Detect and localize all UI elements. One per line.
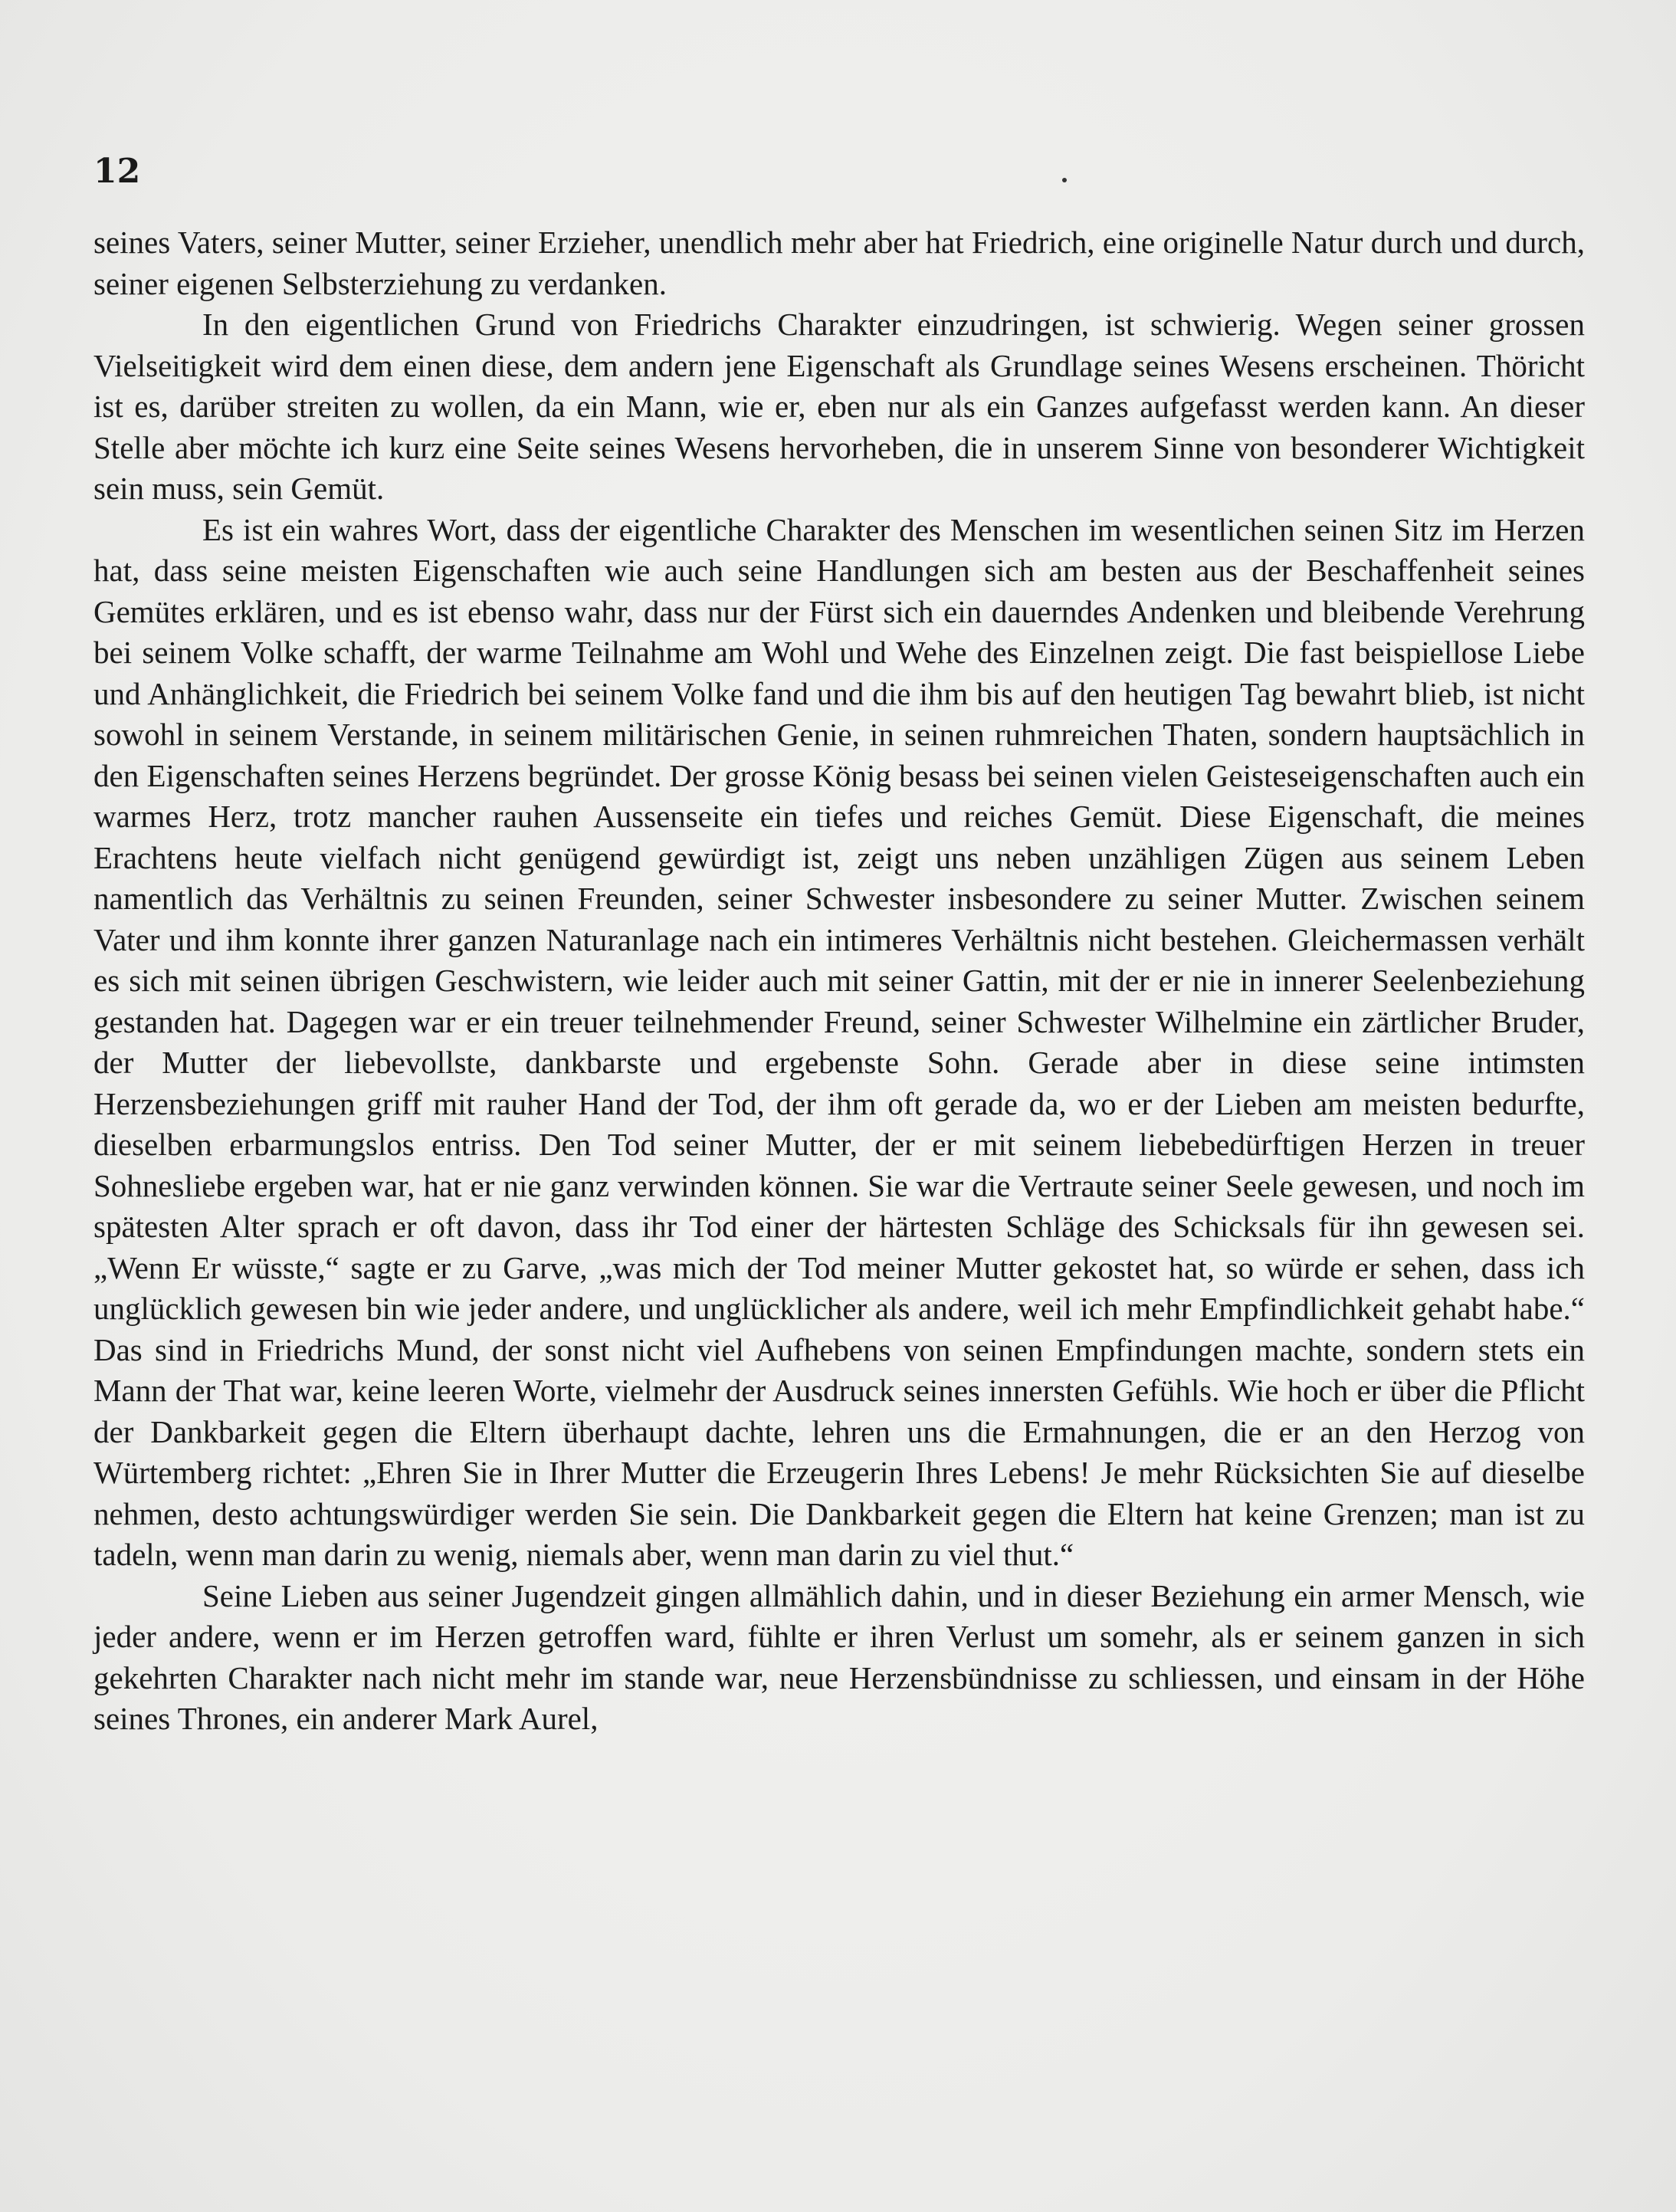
body-text: [93, 222, 1585, 1740]
page-number: 12: [93, 152, 141, 191]
paragraph-1: seines Vaters, seiner Mutter, seiner Erzieher, unendlich mehr aber hat Friedrich, eine originelle Natur durch und durch, seiner eigenen Selbsterziehung zu verdanken.: [93, 225, 1585, 301]
paragraph-3: Es ist ein wahres Wort, dass der eigentliche Charakter des Menschen im wesentlichen seinen Sitz im Herzen hat, dass seine meisten Eigenschaften wie auch seine Handlungen sich am besten aus der Beschaffenheit seines Gemütes erklären, und es ist ebenso wahr, dass nur der Fürst sich ein dauerndes Andenken und bleibende Verehrung bei seinem Volke schafft, der warme Teilnahme am Wohl und Wehe des Einzelnen zeigt. Die fast beispiellose Liebe und Anhänglichkeit, die Friedrich bei seinem Volke fand und die ihm bis auf den heutigen Tag bewahrt blieb, ist nicht sowohl in seinem Verstande, in seinem militärischen Genie, in seinen ruhmreichen Thaten, sondern hauptsächlich in den Eigenschaften seines Herzens begründet. Der grosse König besass bei seinen vielen Geisteseigenschaften auch ein warmes Herz, trotz mancher rauhen Aussenseite ein tiefes und reiches Gemüt. Diese Eigenschaft, die meines Erachtens heute vielfach nicht genügend gewürdigt ist, zeigt uns neben unzähligen Zügen aus seinem Leben namentlich das Verhältnis zu seinen Freunden, seiner Schwester insbesondere zu seiner Mutter. Zwischen seinem Vater und ihm konnte ihrer ganzen Naturanlage nach ein intimeres Verhältnis nicht bestehen. Gleichermassen verhält es sich mit seinen übrigen Geschwistern, wie leider auch mit seiner Gattin, mit der er nie in innerer Seelenbeziehung gestanden hat. Dagegen war er ein treuer teilnehmender Freund, seiner Schwester Wilhelmine ein zärtlicher Bruder, der Mutter der liebevollste, dankbarste und ergebenste Sohn. Gerade aber in diese seine intimsten Herzensbeziehungen griff mit rauher Hand der Tod, der ihm oft gerade da, wo er der Lieben am meisten bedurfte, dieselben erbarmungslos entriss. Den Tod seiner Mutter, der er mit seinem liebebedürftigen Herzen in treuer Sohnesliebe ergeben war, hat er nie ganz verwinden können. Sie war die Vertraute seiner Seele gewesen, und noch im spätesten Alter sprach er oft davon, dass ihr Tod einer der härtesten Schläge des Schicksals für ihn gewesen sei. „Wenn Er wüsste,“ sagte er zu Garve, „was mich der Tod meiner Mutter gekostet hat, so würde er sehen, dass ich unglücklich gewesen bin wie jeder andere, und unglücklicher als andere, weil ich mehr Empfindlichkeit gehabt habe.“ Das sind in Friedrichs Mund, der sonst nicht viel Aufhebens von seinen Empfindungen machte, sondern stets ein Mann der That war, keine leeren Worte, vielmehr der Ausdruck seines innersten Gefühls. Wie hoch er über die Pflicht der Dankbarkeit gegen die Eltern überhaupt dachte, lehren uns die Ermahnungen, die er an den Herzog von Würtemberg richtet: „Ehren Sie in Ihrer Mutter die Erzeugerin Ihres Lebens! Je mehr Rücksichten Sie auf dieselbe nehmen, desto achtungswürdiger werden Sie sein. Die Dankbarkeit gegen die Eltern hat keine Grenzen; man ist zu tadeln, wenn man darin zu wenig, niemals aber, wenn man darin zu viel thut.“: [93, 511, 1585, 1572]
paragraph-4: Seine Lieben aus seiner Jugendzeit gingen allmählich dahin, und in dieser Beziehung ein armer Mensch, wie jeder andere, wenn er im Herzen getroffen ward, fühlte er ihren Verlust um somehr, als er seinem ganzen in sich gekehrten Charakter nach nicht mehr im stande war, neue Herzensbündnisse zu schliessen, und einsam in der Höhe seines Thrones, ein anderer Mark Aurel,: [93, 1577, 1585, 1736]
paragraph-2: In den eigentlichen Grund von Friedrichs Charakter einzudringen, ist schwierig. Wegen seiner grossen Vielseitigkeit wird dem einen diese, dem andern jene Eigenschaft als Grundlage seines Wesens erscheinen. Thöricht ist es, darüber streiten zu wollen, da ein Mann, wie er, eben nur als ein Ganzes aufgefasst werden kann. An dieser Stelle aber möchte ich kurz eine Seite seines Wesens hervorheben, die in unserem Sinne von besonderer Wichtigkeit sein muss, sein Gemüt.: [93, 307, 1585, 506]
print-speck: [1062, 178, 1067, 182]
